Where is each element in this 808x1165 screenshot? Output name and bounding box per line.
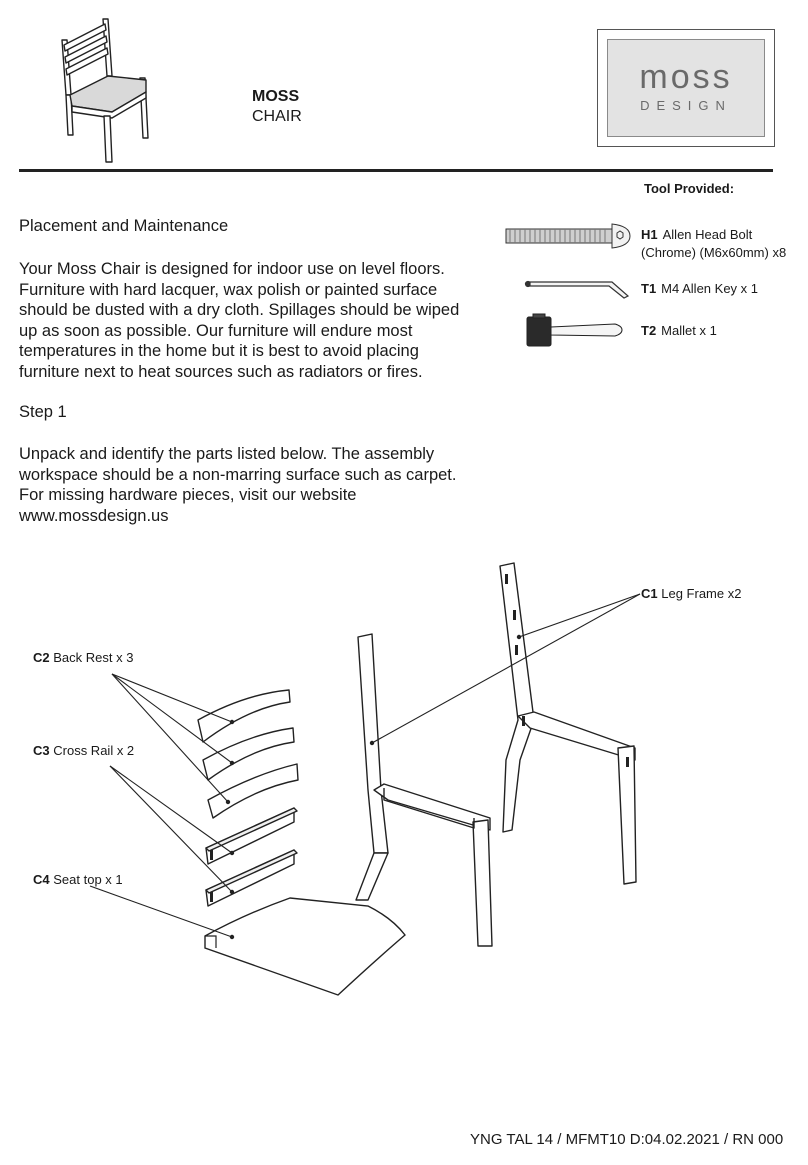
part-c3-label	[33, 743, 134, 758]
product-name: MOSS	[252, 88, 300, 105]
part-desc: Leg Frame x2	[661, 586, 742, 601]
tool-desc: Allen Head Bolt	[662, 227, 753, 242]
tool-t2-label	[641, 322, 717, 340]
part-desc: Back Rest x 3	[53, 650, 134, 665]
maintenance-line: furniture next to heat sources such as radiators or fires.	[19, 362, 423, 381]
step1-line: www.mossdesign.us	[19, 506, 169, 525]
tool-desc: Mallet x 1	[661, 323, 717, 338]
part-code: C2	[33, 650, 50, 665]
step1-line: Unpack and identify the parts listed below. The assembly	[19, 445, 435, 463]
part-code: C3	[33, 743, 50, 758]
part-desc: Seat top x 1	[53, 872, 123, 887]
document-reference: YNG TAL 14 / MFMT10 D:04.02.2021 / RN 000	[470, 1131, 784, 1148]
maintenance-heading: Placement and Maintenance	[19, 217, 229, 235]
maintenance-line: should be dusted with a dry cloth. Spillages should be wiped	[19, 301, 460, 320]
maintenance-line: Your Moss Chair is designed for indoor use on level floors.	[19, 260, 445, 278]
tool-h1-label	[641, 226, 786, 262]
part-desc: Cross Rail x 2	[53, 743, 135, 758]
tool-desc: M4 Allen Key x 1	[661, 281, 758, 296]
tools-heading: Tool Provided:	[644, 181, 735, 196]
header-divider	[19, 169, 773, 172]
maintenance-line: temperatures in the home but it is best to avoid placing	[19, 342, 419, 361]
maintenance-line: Furniture with hard lacquer, wax polish or painted surface	[19, 280, 438, 299]
part-c4-label	[33, 872, 123, 887]
step1-line: For missing hardware pieces, visit our website	[19, 486, 357, 505]
step1-heading: Step 1	[19, 403, 67, 421]
tool-t1-label	[641, 280, 758, 298]
tool-desc-cont: (Chrome) (M6x60mm) x8	[641, 245, 787, 260]
maintenance-line: up as soon as possible. Our furniture will endure most	[19, 321, 413, 340]
logo-subtitle: DESIGN	[640, 98, 732, 113]
brand-logo	[597, 29, 775, 147]
part-code: C1	[641, 586, 658, 601]
part-c1-label	[641, 586, 741, 601]
step1-text	[19, 444, 456, 526]
product-type: CHAIR	[252, 108, 302, 125]
part-c2-label	[33, 650, 133, 665]
tool-code: T2	[641, 323, 657, 338]
tool-code: T1	[641, 281, 657, 296]
logo-wordmark: moss	[639, 58, 733, 96]
step1-line: workspace should be a non-marring surface such as carpet.	[19, 465, 457, 484]
maintenance-text	[19, 259, 459, 383]
part-code: C4	[33, 872, 50, 887]
tool-code: H1	[641, 227, 658, 242]
